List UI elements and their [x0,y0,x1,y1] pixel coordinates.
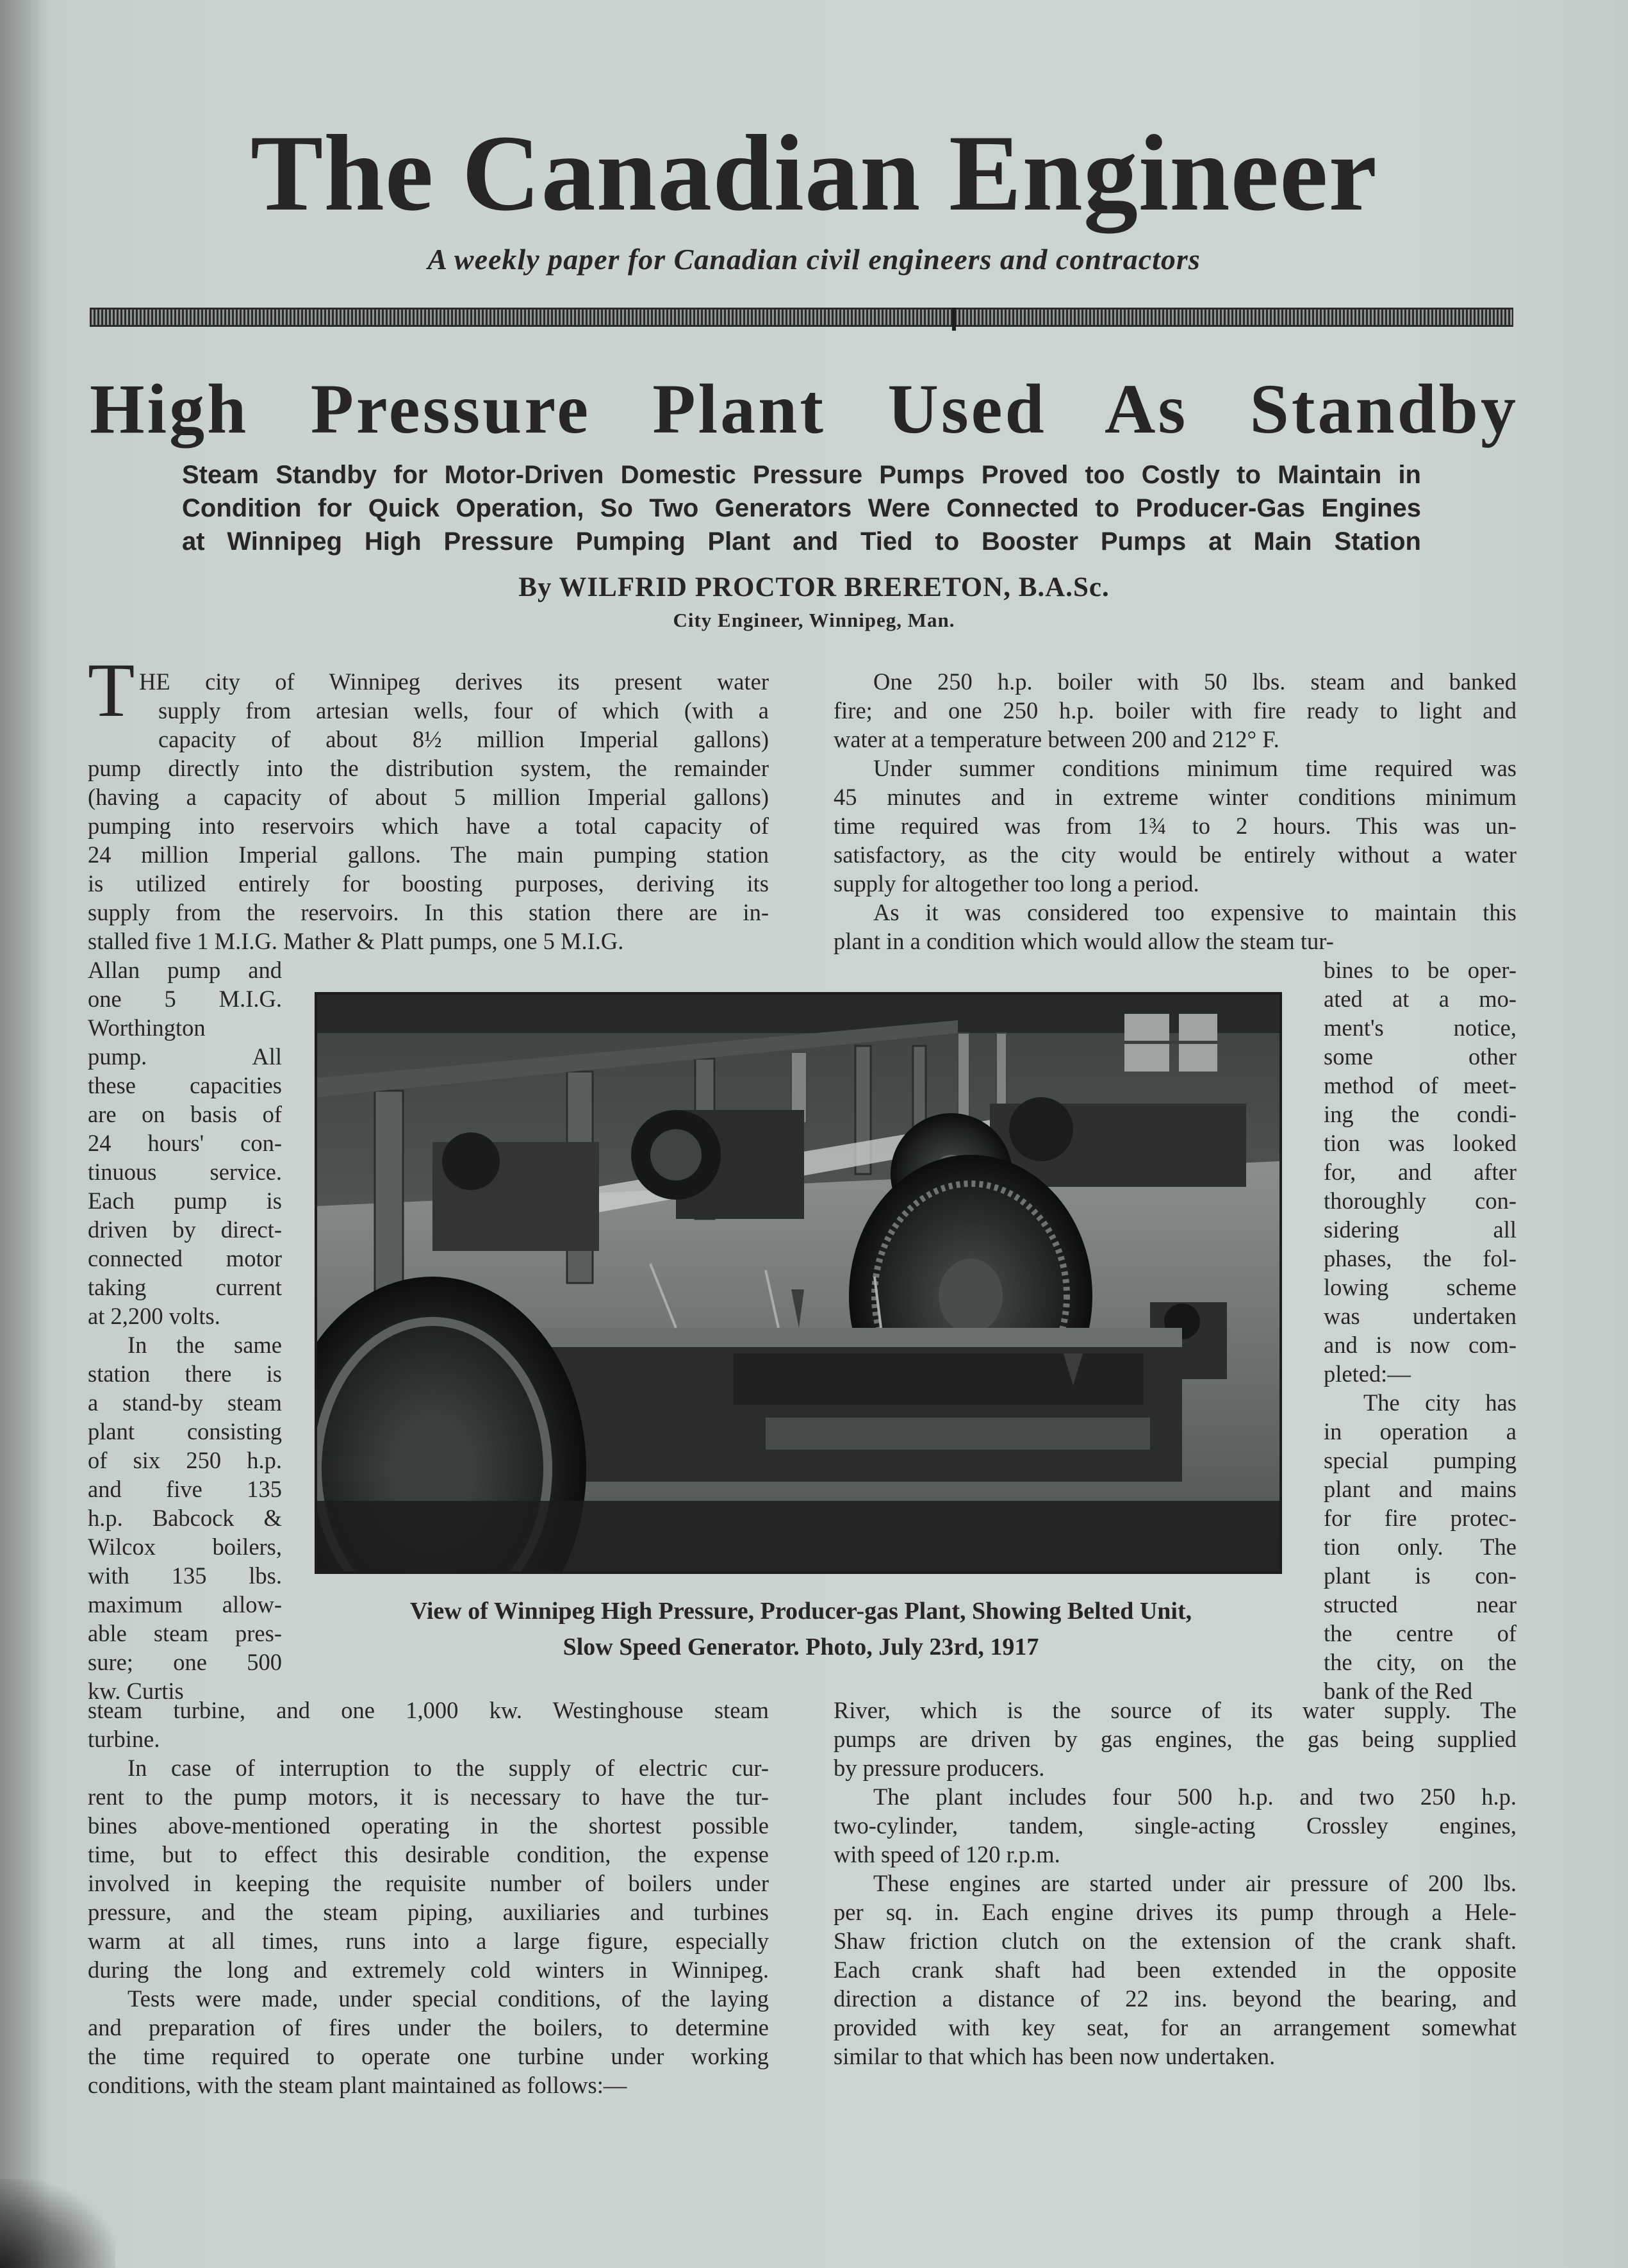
text-line: Each pump is [88,1188,282,1214]
text-line: during the long and extremely cold winters in Winnipeg. [88,1957,769,1983]
text-line: these capacities [88,1072,282,1098]
text-line: bines to be oper- [1324,957,1517,983]
text-line: ing the condi- [1324,1101,1517,1127]
text-line: Worthington [88,1014,206,1041]
text-line: the time required to operate one turbine under working [88,2043,769,2069]
text-line: Wilcox boilers, [88,1534,282,1560]
text-line: bank of the Red [1324,1678,1473,1704]
text-line: tinuous service. [88,1159,282,1185]
binding-shadow [0,0,51,2268]
text-line: and five 135 [88,1476,282,1502]
text-line: steam turbine, and one 1,000 kw. Westinghouse steam [88,1697,769,1723]
text-line: fire; and one 250 h.p. boiler with fire ready to light and [834,697,1517,724]
text-line: the city, on the [1324,1649,1517,1675]
text-line: ated at a mo- [1324,986,1517,1012]
author-affiliation: City Engineer, Winnipeg, Man. [673,609,955,631]
article-headline: High Pressure Plant Used As Standby [90,370,1518,448]
text-line: In the same [127,1332,282,1358]
text-line: satisfactory, as the city would be entirely without a water [834,841,1517,868]
text-line: Each crank shaft had been extended in the opposite [834,1957,1517,1983]
text-line: pleted:— [1324,1361,1411,1387]
text-line: with 135 lbs. [88,1562,282,1589]
article-byline: By WILFRID PROCTOR BRERETON, B.A.Sc. [518,572,1110,602]
text-line: River, which is the source of its water supply. The [834,1697,1517,1723]
text-line: One 250 h.p. boiler with 50 lbs. steam and banked [873,668,1517,695]
text-line: Tests were made, under special conditions, of the laying [127,1985,769,2012]
text-line: water at a temperature between 200 and 212° F. [834,726,1279,752]
text-line: for fire protec- [1324,1505,1517,1531]
text-line: direction a distance of 22 ins. beyond the bearing, and [834,1985,1517,2012]
text-line: for, and after [1324,1159,1517,1185]
text-line: structed near [1324,1591,1517,1618]
text-line: phases, the fol- [1324,1245,1517,1271]
text-line: stalled five 1 M.I.G. Mather & Platt pumps, one 5 M.I.G. [88,928,624,954]
text-line: 24 hours' con- [88,1130,282,1156]
text-line: rent to the pump motors, it is necessary to have the tur- [88,1784,769,1810]
text-line: These engines are started under air pressure of 200 lbs. [873,1870,1517,1896]
text-line: sidering all [1324,1216,1517,1243]
text-line: pumping into reservoirs which have a total capacity of [88,813,769,839]
text-line: per sq. in. Each engine drives its pump through a Hele- [834,1899,1517,1925]
text-line: time required was from 1¾ to 2 hours. This was un- [834,813,1517,839]
text-line: of six 250 h.p. [88,1447,282,1473]
text-line: conditions, with the steam plant maintained as follows:— [88,2072,627,2098]
text-line: time, but to effect this desirable condition, the expense [88,1841,769,1867]
text-line: pressure, and the steam piping, auxiliaries and turbines [88,1899,769,1925]
engine-room-photo [317,995,1279,1571]
masthead-title: The Canadian Engineer [250,113,1378,233]
text-line: and preparation of fires under the boilers, to determine [88,2014,769,2040]
text-line: h.p. Babcock & [88,1505,282,1531]
text-line: sure; one 500 [88,1649,282,1675]
article-deck [182,458,1421,558]
text-line: warm at all times, runs into a large figure, especially [88,1928,769,1954]
text-line: The city has [1363,1389,1517,1416]
text-line: tion was looked [1324,1130,1517,1156]
text-line: maximum allow- [88,1591,282,1618]
text-line: plant and mains [1324,1476,1517,1502]
deck-line: at Winnipeg High Pressure Pumping Plant and Tied to Booster Pumps at Main Station [182,527,1421,556]
masthead-rule [90,308,1513,327]
text-line: turbine. [88,1726,160,1752]
text-line: As it was considered too expensive to maintain this [873,899,1517,925]
text-line: HE city of Winnipeg derives its present water [139,668,769,695]
text-line: driven by direct- [88,1216,282,1243]
text-line: at 2,200 volts. [88,1303,220,1329]
text-line: station there is [88,1361,282,1387]
masthead-tagline: A weekly paper for Canadian civil engineers and contractors [427,243,1201,276]
drop-cap: T [88,647,135,733]
text-line: the centre of [1324,1620,1517,1646]
text-line: supply from artesian wells, four of which (with a [158,697,769,724]
page-corner-shadow [0,2179,115,2268]
text-line: kw. Curtis [88,1678,184,1704]
text-line: and is now com- [1324,1332,1517,1358]
text-line: is utilized entirely for boosting purposes, deriving its [88,870,769,897]
text-line: capacity of about 8½ million Imperial gallons) [158,726,769,752]
text-line: tion only. The [1324,1534,1517,1560]
text-line: are on basis of [88,1101,282,1127]
text-line: provided with key seat, for an arrangement somewhat [834,2014,1517,2040]
text-line: similar to that which has been now undertaken. [834,2043,1276,2069]
text-line: two-cylinder, tandem, single-acting Crossley engines, [834,1812,1517,1839]
text-line: plant is con- [1324,1562,1517,1589]
text-line: a stand-by steam [88,1389,282,1416]
deck-line: Condition for Quick Operation, So Two Generators Were Connected to Producer-Gas Engines [182,494,1421,522]
text-line: involved in keeping the requisite number of boilers under [88,1870,769,1896]
caption-line: View of Winnipeg High Pressure, Producer-gas Plant, Showing Belted Unit, [409,1598,1192,1625]
text-line: 24 million Imperial gallons. The main pumping station [88,841,769,868]
text-line: plant in a condition which would allow the steam tur- [834,928,1334,954]
text-line: special pumping [1324,1447,1517,1473]
text-line: taking current [88,1274,282,1300]
text-line: able steam pres- [88,1620,282,1646]
text-line: with speed of 120 r.p.m. [834,1841,1060,1867]
text-line: Allan pump and [88,957,282,983]
text-line: The plant includes four 500 h.p. and two 250 h.p. [873,1784,1517,1810]
caption-line: Slow Speed Generator. Photo, July 23rd, 1917 [563,1634,1039,1660]
text-line: 45 minutes and in extreme winter conditions minimum [834,784,1517,810]
text-line: (having a capacity of about 5 million Imperial gallons) [88,784,769,810]
text-line: Shaw friction clutch on the extension of the crank shaft. [834,1928,1517,1954]
text-line: plant consisting [88,1418,282,1444]
text-line: pump. All [88,1043,282,1070]
text-line: one 5 M.I.G. [88,986,282,1012]
text-line: in operation a [1324,1418,1517,1444]
article-photo [315,992,1282,1574]
text-line: In case of interruption to the supply of electric cur- [127,1755,769,1781]
text-line: Under summer conditions minimum time required was [873,755,1517,781]
photo-caption [282,1593,1320,1665]
text-line: lowing scheme [1324,1274,1517,1300]
text-line: was undertaken [1324,1303,1517,1329]
deck-line: Steam Standby for Motor-Driven Domestic Pressure Pumps Proved too Costly to Maintain in [182,461,1421,489]
text-line: some other [1324,1043,1517,1070]
text-line: pump directly into the distribution system, the remainder [88,755,769,781]
text-line: ment's notice, [1324,1014,1517,1041]
text-line: by pressure producers. [834,1755,1045,1781]
text-line: pumps are driven by gas engines, the gas being supplied [834,1726,1517,1752]
text-line: method of meet- [1324,1072,1517,1098]
masthead-rule-mark [952,308,956,331]
text-line: thoroughly con- [1324,1188,1517,1214]
text-line: supply for altogether too long a period. [834,870,1199,897]
text-line: connected motor [88,1245,282,1271]
text-line: supply from the reservoirs. In this station there are in- [88,899,769,925]
text-line: bines above-mentioned operating in the shortest possible [88,1812,769,1839]
